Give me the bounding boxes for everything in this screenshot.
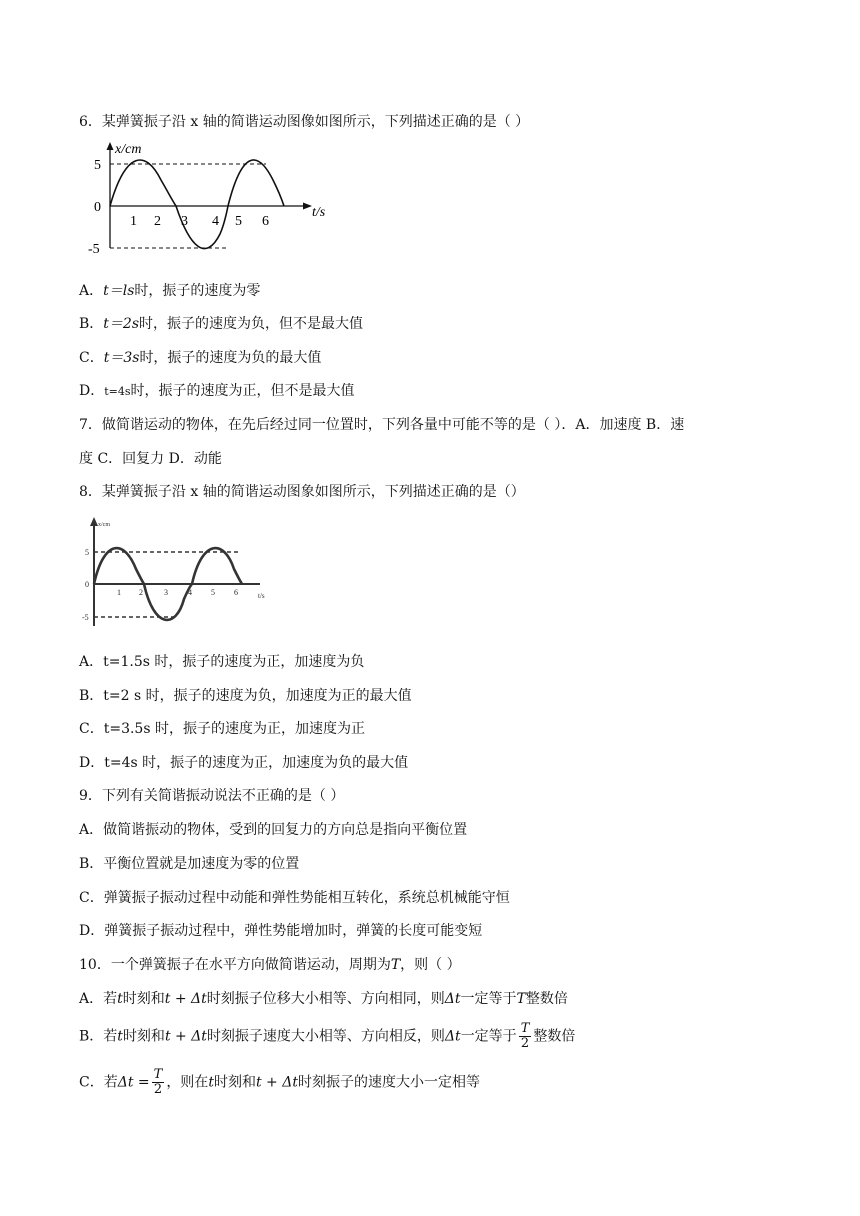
q8-x-tick: 1 [117,588,121,597]
q6-x-tick: 6 [262,214,269,229]
q8-option-c: C．t=3.5s 时，振子的速度为正，加速度为正 [79,721,365,737]
q6-option-b: B．t＝2s时，振子的速度为负，但不是最大值 [79,316,364,332]
q8-option-b: B．t=2 s 时，振子的速度为负，加速度为正的最大值 [79,688,412,704]
q9-option-c: C．弹簧振子振动过程中动能和弹性势能相互转化，系统总机械能守恒 [79,890,510,906]
q6-x-label: t/s [312,205,326,220]
q10-stem: 10．一个弹簧振子在水平方向做简谐运动，周期为T，则（ ） [79,957,461,973]
q6-x-tick: 2 [154,214,161,229]
q6-y-tick: 5 [94,158,101,173]
q6-y-label: x/cm [115,142,142,157]
q8-y-tick: -5 [82,613,89,622]
q7-line1: 7．做简谐运动的物体，在先后经过同一位置时，下列各量中可能不等的是（ ）．A．加速度 B．速 [79,417,685,433]
q9-stem: 9．下列有关简谐振动说法不正确的是（ ） [79,788,345,804]
q6-graph [88,140,348,260]
q8-graph [80,514,280,634]
q6-stem: 6．某弹簧振子沿 x 轴的简谐运动图像如图所示，下列描述正确的是（ ） [79,114,530,130]
q10-b-fraction: $\frac{T}{2}$ [520,1021,530,1051]
q8-x-tick: 6 [234,588,238,597]
q8-x-tick: 2 [139,588,143,597]
q8-stem: 8．某弹簧振子沿 x 轴的简谐运动图象如图所示，下列描述正确的是（） [79,484,525,500]
q9-option-b: B．平衡位置就是加速度为零的位置 [79,856,300,872]
q8-x-tick: 3 [164,588,168,597]
q7-line2: 度 C．回复力 D．动能 [79,451,222,467]
q9-option-d: D．弹簧振子振动过程中，弹性势能增加时，弹簧的长度可能变短 [79,923,483,939]
q9-option-a: A．做简谐振动的物体，受到的回复力的方向总是指向平衡位置 [79,822,468,838]
q6-x-tick: 4 [212,214,219,229]
q10-c-fraction: $\frac{T}{2}$ [153,1067,163,1097]
q6-option-d: D．t=4s时，振子的速度为正，但不是最大值 [79,383,355,399]
q6-y-tick: -5 [88,242,100,257]
q8-y-tick: 0 [85,580,89,589]
q6-option-c: C．t＝3s时，振子的速度为负的最大值 [79,350,322,366]
q6-option-a: A．t＝ls时，振子的速度为零 [79,283,261,299]
q8-x-tick: 5 [211,588,215,597]
q8-y-label: x/cm [98,522,110,528]
q8-x-tick: 4 [188,588,192,597]
q8-y-tick: 5 [85,548,89,557]
q8-x-label: t/s [258,592,265,600]
q6-x-tick: 5 [235,214,242,229]
q10-option-c: C．若Δt = $\frac{T}{2}$ ，则在t时刻和t + Δt时刻振子的速度大小一定相等 [79,1067,480,1097]
q8-option-d: D．t=4s 时，振子的速度为正，加速度为负的最大值 [79,755,409,771]
q10-option-b: B．若t时刻和t + Δt时刻振子速度大小相等、方向相反，则Δt一定等于 $\frac{T}{2}$ 整数倍 [79,1021,576,1051]
q8-option-a: A．t=1.5s 时，振子的速度为正，加速度为负 [79,654,365,670]
q6-x-tick: 3 [181,214,188,229]
q6-x-tick: 1 [130,214,137,229]
q10-option-a: A．若t时刻和t + Δt时刻振子位移大小相等、方向相同，则Δt一定等于T整数倍 [79,991,568,1007]
q6-y-tick: 0 [94,200,101,215]
